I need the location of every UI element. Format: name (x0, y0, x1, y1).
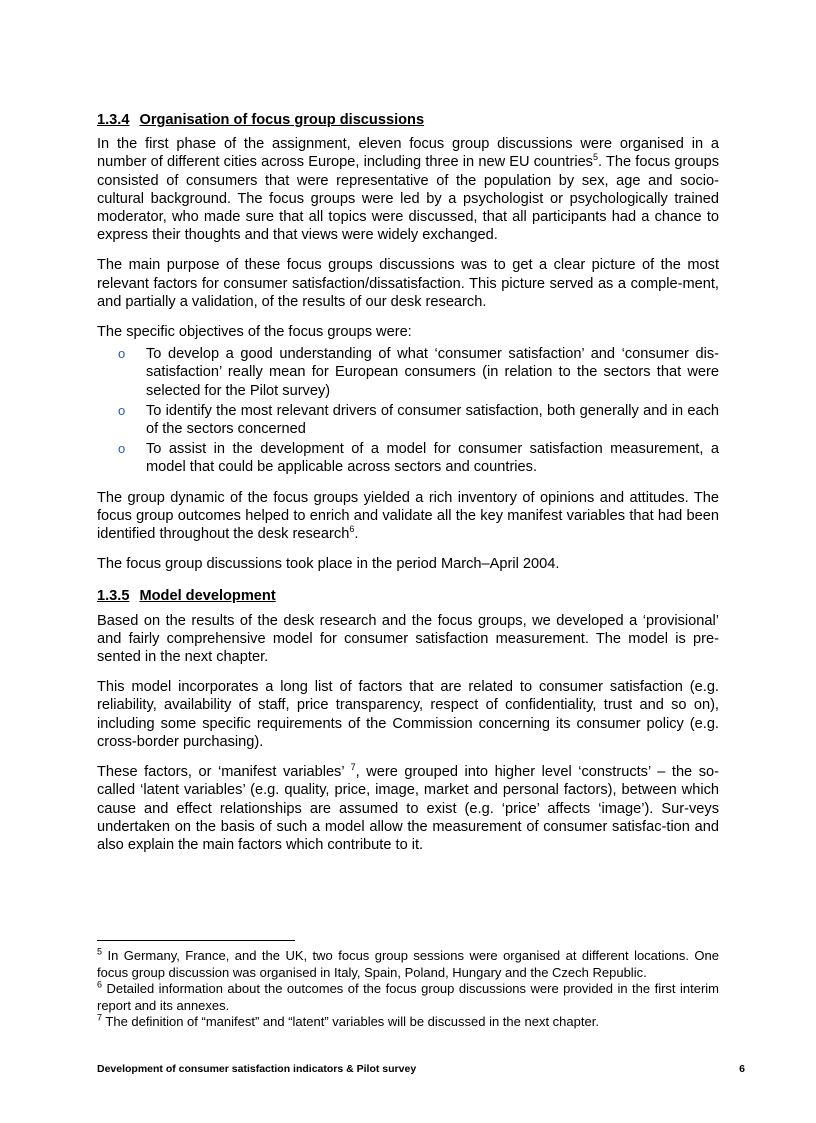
paragraph: In the first phase of the assignment, eleven focus group discussions were organised in a number of different cities across Europe, including three in new EU countries$^5$. The focus groups consisted of consumers that were representative of the population by sex, age and socio-cultural background. The focus groups were led by a psychologist or psychologically trained moderator, who made sure that all topics were discussed, that all participants had a chance to express their thoughts and that views were widely exchanged. (97, 136, 719, 244)
paragraph: The specific objectives of the focus groups were: (97, 324, 412, 341)
footnote-ref[interactable]: 5 (592, 152, 598, 163)
list-item: o To assist in the development of a model for consumer satisfaction measurement, a model that could be applicable across sectors and countries. (118, 441, 719, 476)
paragraph: Based on the results of the desk research and the focus groups, we developed a ‘provisional’ and fairly comprehensive model for consumer satisfaction measurement. The model is pre-sented in the next chapter. (97, 612, 719, 666)
paragraph: This model incorporates a long list of factors that are related to consumer satisfaction (e.g. reliability, availability of staff, price transparency, respect of confidentiality, trust and so on), including some specific requirements of the Commission concerning its consumer policy (e.g. cross-border purchasing). (97, 679, 719, 750)
section-heading-1-3-5: 1.3.5 Model development (97, 588, 276, 605)
paragraph: The focus group discussions took place in the period March–April 2004. (97, 556, 560, 573)
footnote-ref[interactable]: 6 (349, 524, 355, 535)
footer-title: Development of consumer satisfaction indicators & Pilot survey (97, 1063, 417, 1075)
paragraph: The group dynamic of the focus groups yielded a rich inventory of opinions and attitudes. The focus group outcomes helped to enrich and validate all the key manifest variables that had been identified throughout the desk research$^6$. (97, 489, 719, 543)
footnote: $^5$ In Germany, France, and the UK, two focus group sessions were organised at different locations. One focus group discussion was organised in Italy, Spain, Poland, Hungary and the Czech Republic. (97, 946, 719, 980)
bullet-icon: o (118, 441, 126, 457)
section-heading-1-3-4: 1.3.4 Organisation of focus group discussions (97, 112, 425, 128)
footnote: $^6$ Detailed information about the outcomes of the focus group discussions were provided in the first interim report and its annexes. (97, 979, 719, 1013)
bullet-icon: o (118, 402, 126, 418)
footnote-ref[interactable]: 7 (350, 762, 356, 773)
page-number: 6 (739, 1063, 745, 1075)
objectives-list (97, 345, 719, 476)
bullet-icon: o (118, 346, 126, 362)
list-item: o To identify the most relevant drivers of consumer satisfaction, both generally and in each of the sectors concerned (118, 402, 719, 438)
footnote: $^7$ The definition of “manifest” and “latent” variables will be discussed in the next chapter. (97, 1012, 599, 1029)
paragraph: These factors, or ‘manifest variables’ $^7$, were grouped into higher level ‘constructs’ – the so-called ‘latent variables’ (e.g. quality, price, image, market and personal factors), between which cause and effect relationships are assumed to exist (e.g. ‘price’ affects ‘image’). Sur-veys undertaken on the basis of such a model allow the measurement of consumer satisfac-tion and also explain the main factors which contribute to it. (97, 762, 719, 853)
main-content (97, 111, 719, 866)
footnote-divider (97, 940, 295, 941)
paragraph: The main purpose of these focus groups discussions was to get a clear picture of the most relevant factors for consumer satisfaction/dissatisfaction. This picture served as a comple-ment, and partially a validation, of the results of our desk research. (97, 257, 719, 310)
footnotes (97, 948, 719, 1031)
list-item: o To develop a good understanding of what ‘consumer satisfaction’ and ‘consumer dis-satisfaction’ really mean for European consumers (in relation to the sectors that were selected for the Pilot survey) (118, 346, 719, 399)
page-footer (97, 1063, 745, 1075)
